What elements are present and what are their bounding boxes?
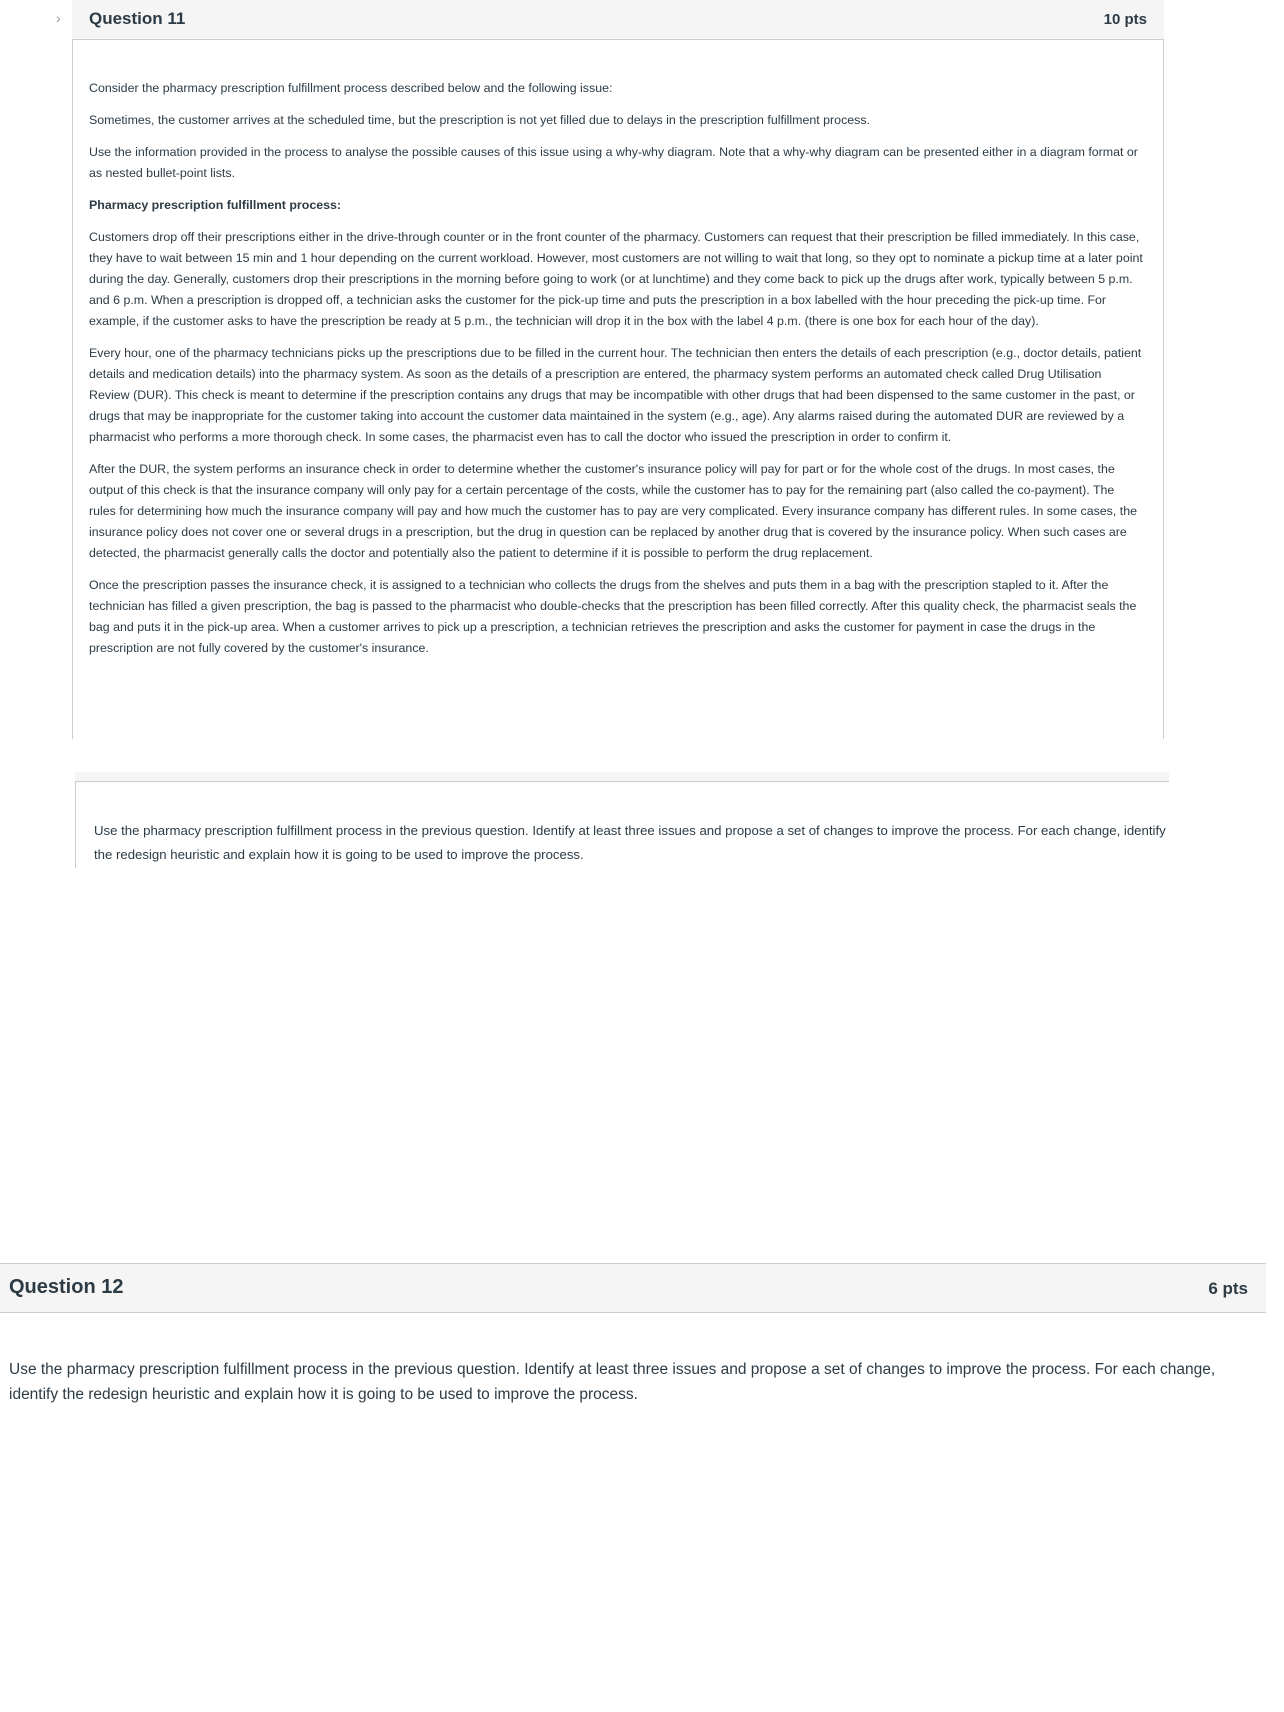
question-11-title: Question 11 — [89, 9, 186, 28]
paragraph-dur: Every hour, one of the pharmacy technicians picks up the prescriptions due to be filled in the current hour. The technician then enters the details of each prescription (e.g., doctor details, patient details and medication details) into the pharmacy system. As soon as the details of a prescription are entered, the pharmacy system performs an automated check called Drug Utilisation Review (DUR). This check is meant to determine if the prescription contains any drugs that may be incompatible with other drugs that had been dispensed to the same customer in the past, or drugs that may be inappropriate for the customer taking into account the customer data maintained in the system (e.g., age). Any alarms raised during the automated DUR are reviewed by a pharmacist who performs a more thorough check. In some cases, the pharmacist even has to call the doctor who issued the prescription in order to confirm it. — [89, 346, 1142, 444]
question-12-points: 6 pts — [1208, 1279, 1248, 1298]
subquestion-border — [75, 782, 76, 868]
paragraph-insurance: After the DUR, the system performs an insurance check in order to determine whether the customer's insurance policy will pay for part or for the whole cost of the drugs. In most cases, the output of this check is that the insurance company will only pay for a certain percentage of the costs, while the customer has to pay for the remaining part (also called the co-payment). The rules for determining how much the insurance company will pay and how much the customer has to pay are very complicated. Every insurance company has different rules. In some cases, the insurance policy does not cover one or several drugs in a prescription, but the drug in question can be replaced by another drug that is covered by the insurance policy. When such cases are detected, the pharmacist generally calls the doctor and potentially also the patient to determine if it is possible to perform the drug replacement. — [89, 462, 1137, 560]
question-12-header — [0, 1263, 1266, 1313]
paragraph-instructions: Use the information provided in the process to analyse the possible causes of this issue using a why-why diagram. Note that a why-why diagram can be presented either in a diagram format or as nested bullet-point lists. — [89, 145, 1138, 180]
subquestion-divider — [75, 772, 1169, 782]
question-12-text: Use the pharmacy prescription fulfillment process in the previous question. Identify at least three issues and propose a set of changes to improve the process. For each change, identify the redesign heuristic and explain how it is going to be used to improve the process. — [9, 1361, 1216, 1403]
paragraph-dropoff: Customers drop off their prescriptions either in the drive-through counter or in the front counter of the pharmacy. Customers can request that their prescription be filled immediately. In this case, they have to wait between 15 min and 1 hour depending on the current workload. However, most customers are not willing to wait that long, so they opt to nominate a pickup time at a later point during the day. Generally, customers drop their prescriptions in the morning before going to work (or at lunchtime) and they come back to pick up the drugs after work, typically between 5 p.m. and 6 p.m. When a prescription is dropped off, a technician asks the customer for the pick-up time and puts the prescription in a box labelled with the hour preceding the pick-up time. For example, if the customer asks to have the prescription be ready at 5 p.m., the technician will drop it in the box with the label 4 p.m. (there is one box for each hour of the day). — [89, 230, 1143, 328]
subquestion-text: Use the pharmacy prescription fulfillment process in the previous question. Identify at least three issues and propose a set of changes to improve the process. For each change, identify the redesign heuristic and explain how it is going to be used to improve the process. — [94, 823, 1166, 862]
question-11-header — [72, 0, 1164, 40]
paragraph-filling: Once the prescription passes the insurance check, it is assigned to a technician who collects the drugs from the shelves and puts them in a bag with the prescription stapled to it. After the technician has filled a given prescription, the bag is passed to the pharmacist who double-checks that the prescription has been filled correctly. After this quality check, the pharmacist seals the bag and puts it in the pick-up area. When a customer arrives to pick up a prescription, a technician retrieves the prescription and asks the customer for payment in case the drugs in the prescription are not fully covered by the customer's insurance. — [89, 578, 1137, 655]
paragraph-issue-intro: Consider the pharmacy prescription fulfillment process described below and the following issue: — [89, 81, 613, 95]
collapse-chevron-icon[interactable]: › — [56, 10, 61, 26]
question-11-body — [89, 78, 1144, 670]
paragraph-issue: Sometimes, the customer arrives at the scheduled time, but the prescription is not yet filled due to delays in the prescription fulfillment process. — [89, 113, 870, 127]
question-12-title: Question 12 — [9, 1276, 124, 1298]
process-heading: Pharmacy prescription fulfillment process: — [89, 198, 342, 212]
question-11-points: 10 pts — [1103, 11, 1147, 28]
